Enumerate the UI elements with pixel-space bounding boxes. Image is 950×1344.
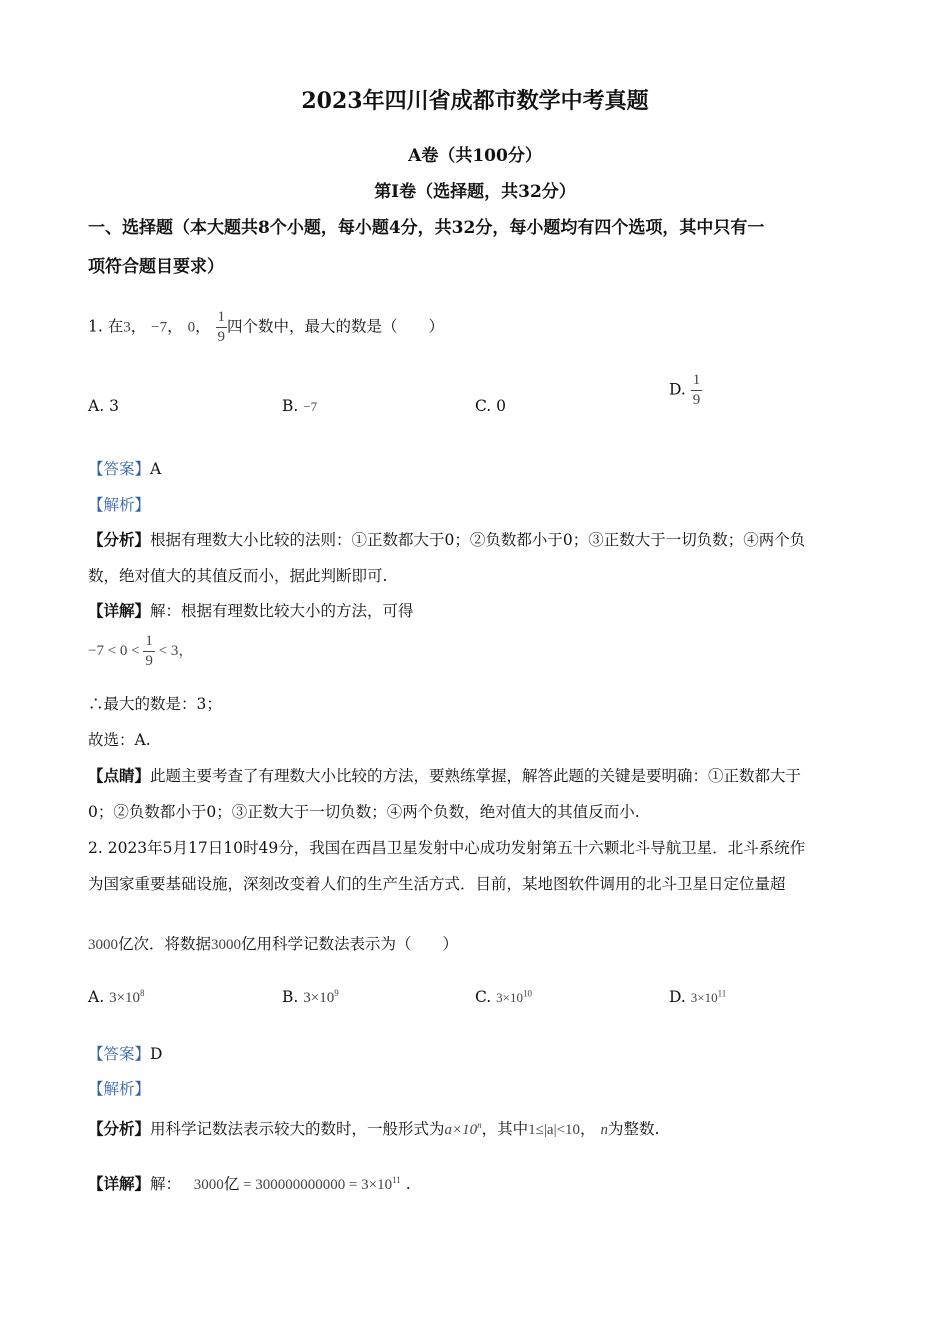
q2-option-d: D. $3\times 10^{11}$ xyxy=(669,988,727,1006)
q2-analysis-tag: 【解析】 xyxy=(88,1080,151,1098)
q1-analysis-tag: 【解析】 xyxy=(88,496,151,514)
question-1-stem: 1. 在3， −7， 0， $\frac{1}{9}$ 四个数中，最大的数是（ ） xyxy=(88,309,445,345)
q1-fenxi-line2: 数，绝对值大的其值反而小，据此判断即可. xyxy=(88,567,388,585)
q1-choice: 故选：A. xyxy=(88,731,151,749)
section-heading-line1: 一、选择题（本大题共8个小题，每小题4分，共32分，每小题均有四个选项，其中只有一 xyxy=(88,218,765,238)
q1-option-c: C. 0 xyxy=(475,397,507,415)
q2-stem-line2: 为国家重要基础设施，深刻改变着人们的生产生活方式．目前，某地图软件调用的北斗卫星日定位量超 xyxy=(88,875,786,893)
q1-answer: 【答案】A xyxy=(88,460,162,478)
fraction-one-ninth: $\frac{1}{9}$ xyxy=(217,309,226,345)
q2-fenxi: 【分析】用科学记数法表示较大的数时，一般形式为$a\times 10^n$，其中1≤|a|<10， n为整数. xyxy=(88,1119,660,1138)
q2-stem-line1: 2. 2023年5月17日10时49分，我国在西昌卫星发射中心成功发射第五十六颗北斗导航卫星．北斗系统作 xyxy=(88,839,806,857)
part-one-heading: 第I卷（选择题，共32分） xyxy=(374,182,576,202)
q1-option-d: D. $\frac{1}{9}$ xyxy=(669,372,701,408)
q2-answer: 【答案】D xyxy=(88,1045,163,1063)
q1-inequality: −7 < 0 < $\frac{1}{9}$ < 3， xyxy=(88,633,194,669)
q1-option-b: B. −7 xyxy=(282,397,318,415)
q2-xiangjie: 【详解】解： 3000亿 = $300000000000 = 3\times 10^{11}$ . xyxy=(88,1174,411,1193)
q2-option-a: A. $3\times 10^8$ xyxy=(88,988,145,1006)
q1-xiangjie: 【详解】解：根据有理数比较大小的方法，可得 xyxy=(88,601,414,620)
q2-option-b: B. $3\times 10^9$ xyxy=(282,988,339,1006)
q2-stem-line3: 3000亿次．将数据3000亿用科学记数法表示为（ ） xyxy=(88,935,459,953)
q1-fenxi-line1: 【分析】根据有理数大小比较的法则：①正数都大于0；②负数都小于0；③正数大于一切负数；④两个负 xyxy=(88,530,806,549)
section-heading-line2: 项符合题目要求） xyxy=(88,257,224,277)
q1-option-a: A. 3 xyxy=(88,397,119,415)
q1-dianjing-line2: 0；②负数都小于0；③正数大于一切负数；④两个负数，绝对值大的其值反而小. xyxy=(88,803,640,821)
q2-option-c: C. $3\times 10^{10}$ xyxy=(475,988,533,1006)
volume-a-heading: A卷（共100分） xyxy=(408,146,542,166)
q1-conclusion: ∴最大的数是：3； xyxy=(88,695,222,713)
q1-dianjing-line1: 【点睛】此题主要考查了有理数大小比较的方法，要熟练掌握，解答此题的关键是要明确：①正数都大于 xyxy=(88,766,802,785)
page-title: 2023年四川省成都市数学中考真题 xyxy=(301,88,649,114)
